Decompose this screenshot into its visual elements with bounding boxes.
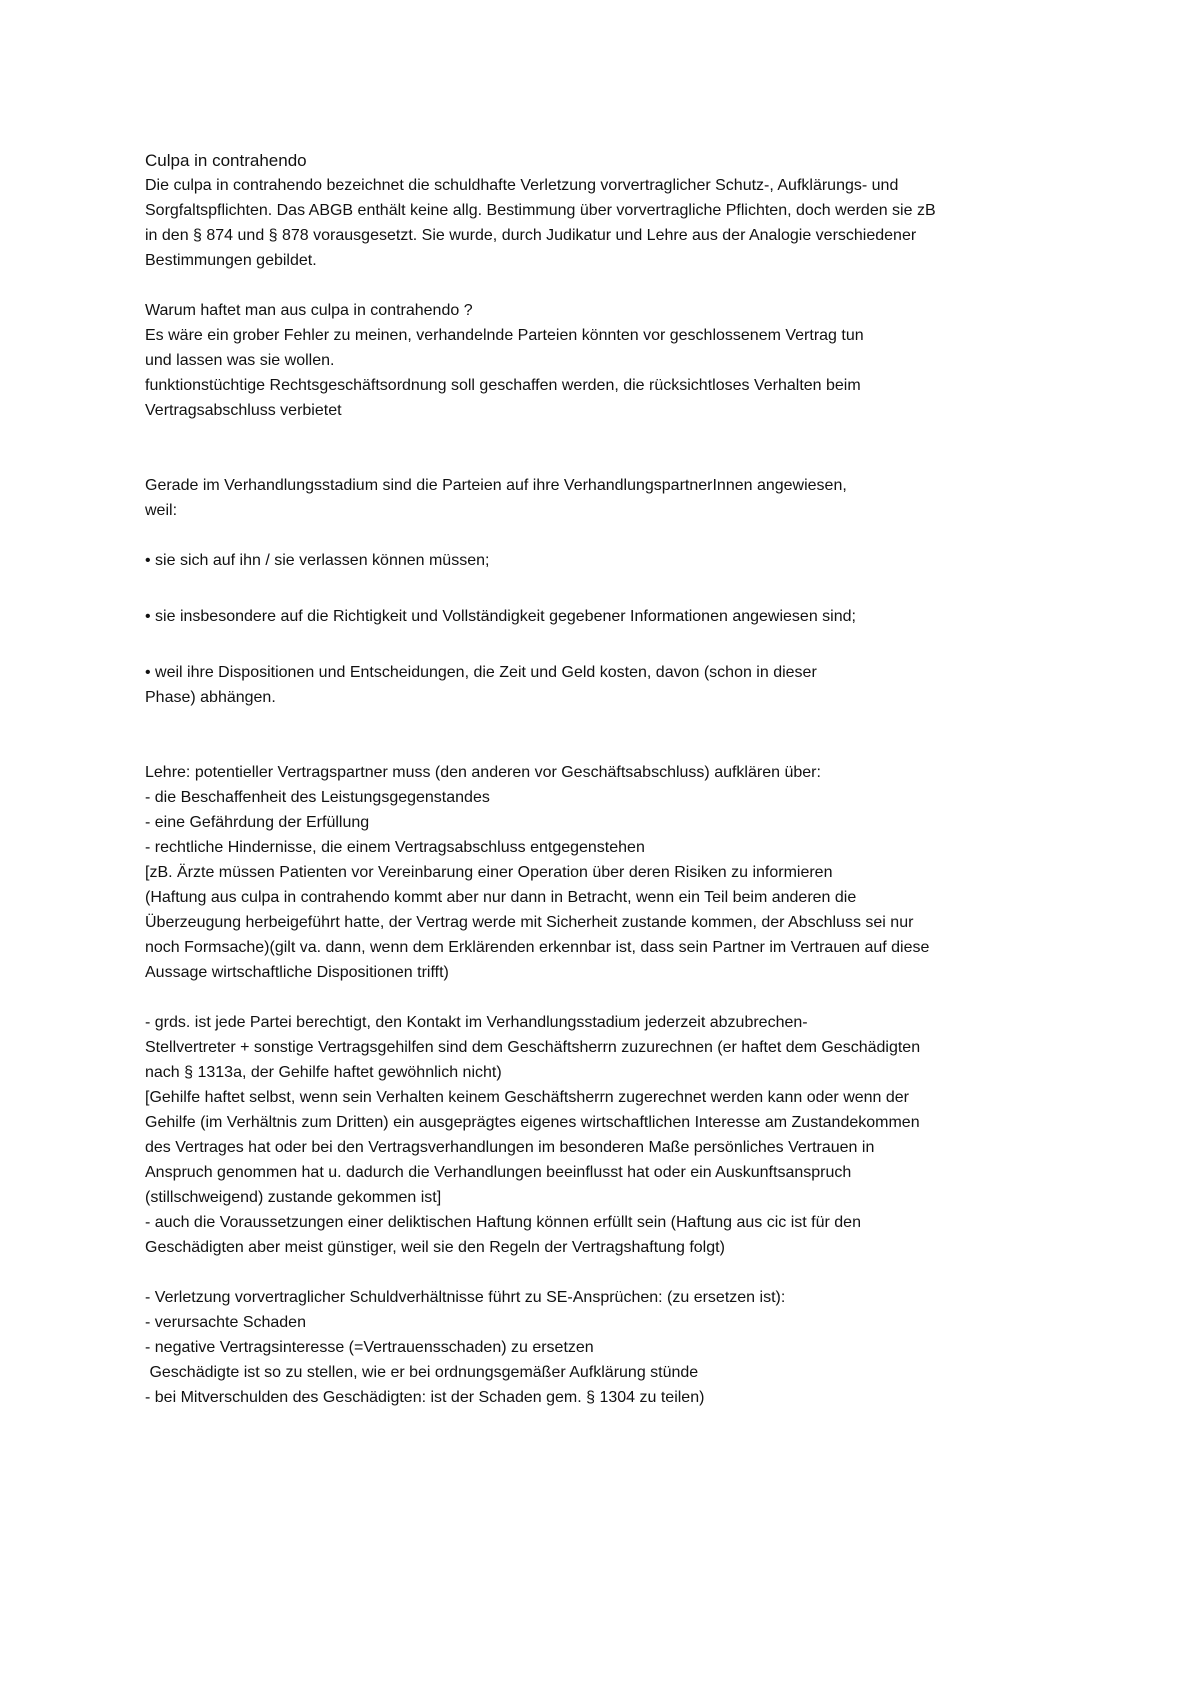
text-line: - bei Mitverschulden des Geschädigten: ist der Schaden gem. § 1304 zu teilen) <box>145 1389 705 1406</box>
text-line: Vertragsabschluss verbietet <box>145 402 342 419</box>
text-line: Aussage wirtschaftliche Dispositionen trifft) <box>145 964 449 981</box>
text-line: noch Formsache)(gilt va. dann, wenn dem Erklärenden erkennbar ist, dass sein Partner im Vertrauen auf diese <box>145 939 930 956</box>
spacer <box>145 573 1075 604</box>
text-line: Geschädigten aber meist günstiger, weil sie den Regeln der Vertragshaftung folgt) <box>145 1239 725 1256</box>
spacer <box>145 523 1075 548</box>
text-line: Die culpa in contrahendo bezeichnet die schuldhafte Verletzung vorvertraglicher Schutz-, Aufklärungs- und <box>145 177 899 194</box>
text-line: Überzeugung herbeigeführt hatte, der Vertrag werde mit Sicherheit zustande kommen, der Abschluss sei nur <box>145 914 914 931</box>
text-line: (stillschweigend) zustande gekommen ist] <box>145 1189 442 1206</box>
text-line: - negative Vertragsinteresse (=Vertrauensschaden) zu ersetzen <box>145 1339 594 1356</box>
text-line: des Vertrages hat oder bei den Vertragsverhandlungen im besonderen Maße persönliches Vertrauen in <box>145 1139 875 1156</box>
spacer <box>145 1260 1075 1285</box>
bullet-item: • sie insbesondere auf die Richtigkeit und Vollständigkeit gegebener Informationen angewiesen sind; <box>145 608 856 625</box>
text-line: [zB. Ärzte müssen Patienten vor Vereinbarung einer Operation über deren Risiken zu informieren <box>145 864 833 881</box>
bullet-item-continuation: Phase) abhängen. <box>145 689 276 706</box>
text-line: - eine Gefährdung der Erfüllung <box>145 814 370 831</box>
text-line: Es wäre ein grober Fehler zu meinen, verhandelnde Parteien könnten vor geschlossenem Vertrag tun <box>145 327 864 344</box>
text-line: Gehilfe (im Verhältnis zum Dritten) ein ausgeprägtes eigenes wirtschaftlichen Interesse am Zustandekommen <box>145 1114 920 1131</box>
text-line: - auch die Voraussetzungen einer deliktischen Haftung können erfüllt sein (Haftung aus cic ist für den <box>145 1214 861 1231</box>
text-line: nach § 1313a, der Gehilfe haftet gewöhnlich nicht) <box>145 1064 502 1081</box>
bullet-item: • sie sich auf ihn / sie verlassen können müssen; <box>145 552 490 569</box>
rechtsfolgen-section <box>145 1285 1075 1410</box>
text-line: - grds. ist jede Partei berechtigt, den Kontakt im Verhandlungsstadium jederzeit abzubrechen- <box>145 1014 808 1031</box>
bullet-list <box>145 548 1075 710</box>
text-line: (Haftung aus culpa in contrahendo kommt aber nur dann in Betracht, wenn ein Teil beim anderen die <box>145 889 857 906</box>
spacer <box>145 629 1075 660</box>
text-line: und lassen was sie wollen. <box>145 352 335 369</box>
document-title: Culpa in contrahendo <box>145 151 307 170</box>
text-line: Stellvertreter + sonstige Vertragsgehilfen sind dem Geschäftsherrn zuzurechnen (er haftet dem Geschädigten <box>145 1039 921 1056</box>
text-line: - Verletzung vorvertraglicher Schuldverhältnisse führt zu SE-Ansprüchen: (zu ersetzen ist): <box>145 1289 786 1306</box>
text-line: - die Beschaffenheit des Leistungsgegenstandes <box>145 789 490 806</box>
text-line: in den § 874 und § 878 vorausgesetzt. Sie wurde, durch Judikatur und Lehre aus der Analogie verschiedener <box>145 227 917 244</box>
text-line: weil: <box>145 502 178 519</box>
text-line: funktionstüchtige Rechtsgeschäftsordnung soll geschaffen werden, die rücksichtloses Verhalten beim <box>145 377 861 394</box>
text-line: Gerade im Verhandlungsstadium sind die Parteien auf ihre VerhandlungspartnerInnen angewiesen, <box>145 477 847 494</box>
spacer <box>145 985 1075 1010</box>
abbruch-section <box>145 1010 1075 1260</box>
spacer <box>145 710 1075 760</box>
lehre-section <box>145 760 1075 985</box>
document-body <box>145 148 1075 1410</box>
bullet-item: • weil ihre Dispositionen und Entscheidungen, die Zeit und Geld kosten, davon (schon in dieser <box>145 664 817 681</box>
text-line: Lehre: potentieller Vertragspartner muss (den anderen vor Geschäftsabschluss) aufklären über: <box>145 764 821 781</box>
text-line: - verursachte Schaden <box>145 1314 306 1331</box>
reliance-paragraph <box>145 473 1075 523</box>
text-line: - rechtliche Hindernisse, die einem Vertragsabschluss entgegenstehen <box>145 839 645 856</box>
text-line: [Gehilfe haftet selbst, wenn sein Verhalten keinem Geschäftsherrn zugerechnet werden kann oder wenn der <box>145 1089 910 1106</box>
text-line: Geschädigte ist so zu stellen, wie er bei ordnungsgemäßer Aufklärung stünde <box>145 1364 699 1381</box>
text-line: Sorgfaltspflichten. Das ABGB enthält keine allg. Bestimmung über vorvertragliche Pflichten, doch werden sie zB <box>145 202 936 219</box>
spacer <box>145 273 1075 298</box>
spacer <box>145 423 1075 473</box>
intro-paragraph <box>145 173 1075 273</box>
why-paragraph <box>145 323 1075 423</box>
text-line: Bestimmungen gebildet. <box>145 252 317 269</box>
section-heading: Warum haftet man aus culpa in contrahendo ? <box>145 302 473 319</box>
text-line: Anspruch genommen hat u. dadurch die Verhandlungen beeinflusst hat oder ein Auskunftsanspruch <box>145 1164 852 1181</box>
